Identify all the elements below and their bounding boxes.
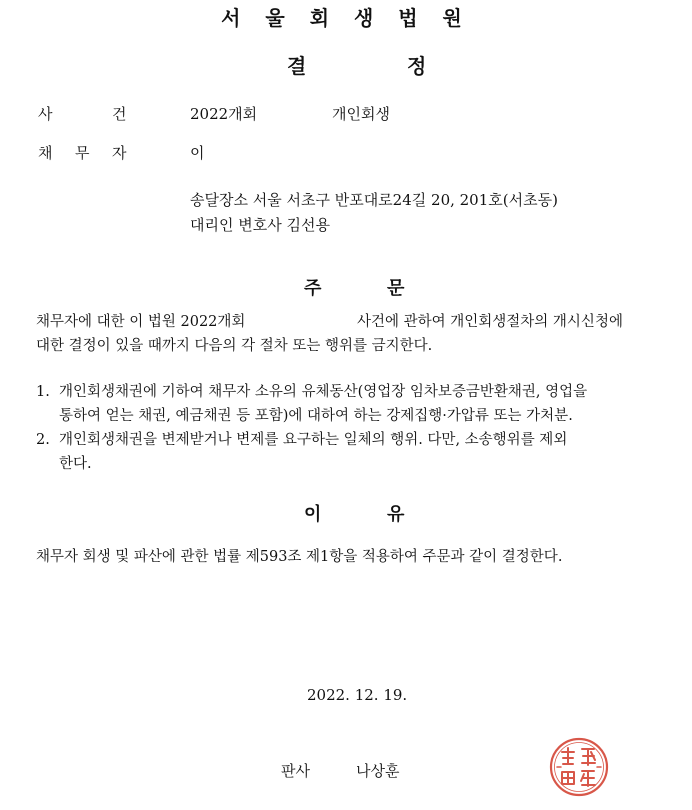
order-title-char-1: 주	[304, 278, 322, 299]
case-type: 개인회생	[332, 105, 390, 123]
reason-title-char-1: 이	[304, 504, 322, 525]
decision-date: 2022. 12. 19.	[307, 686, 408, 704]
order-text-line2: 대한 결정이 있을 때까지 다음의 각 절차 또는 행위를 금지한다.	[36, 338, 433, 354]
order-item-2-line2: 한다.	[59, 456, 92, 472]
debtor-label-char-3: 자	[112, 144, 127, 162]
court-name: 서 울 회 생 법 원	[221, 6, 471, 30]
order-item-2-number: 2.	[36, 432, 50, 448]
debtor-name: 이	[190, 144, 205, 162]
order-item-1-line2: 통하여 얻는 채권, 예금채권 등 포함)에 대하여 하는 강제집행·가압류 또는 가처분.	[59, 408, 573, 424]
debtor-label-char-2: 무	[75, 144, 90, 162]
order-text-line1-a: 채무자에 대한 이 법원 2022개회	[36, 314, 246, 330]
order-item-1-line1: 개인회생채권에 기하여 채무자 소유의 유체동산(영업장 임차보증금반환채권, 영업을	[59, 384, 588, 400]
reason-text: 채무자 회생 및 파산에 관한 법률 제593조 제1항을 적용하여 주문과 같이 결정한다.	[36, 549, 563, 565]
case-label-char-2: 건	[112, 105, 127, 123]
order-text-line1-b: 사건에 관하여 개인회생절차의 개시신청에	[357, 314, 623, 330]
reason-title-char-2: 유	[387, 504, 405, 525]
order-item-2-line1: 개인회생채권을 변제받거나 변제를 요구하는 일체의 행위. 다만, 소송행위를 제외	[59, 432, 568, 448]
judge-name: 나상훈	[356, 762, 400, 780]
case-label-char-1: 사	[38, 105, 53, 123]
judge-title: 판사	[281, 762, 310, 780]
debtor-address: 송달장소 서울 서초구 반포대로24길 20, 201호(서초동)	[190, 191, 558, 209]
order-title-char-2: 문	[387, 278, 405, 299]
official-seal-icon	[548, 736, 610, 798]
doc-title-char-2: 정	[407, 54, 427, 78]
debtor-label-char-1: 채	[38, 144, 53, 162]
doc-title-char-1: 결	[287, 54, 307, 78]
debtor-agent: 대리인 변호사 김선용	[190, 216, 330, 234]
case-number: 2022개회	[190, 105, 258, 123]
order-item-1-number: 1.	[36, 384, 50, 400]
